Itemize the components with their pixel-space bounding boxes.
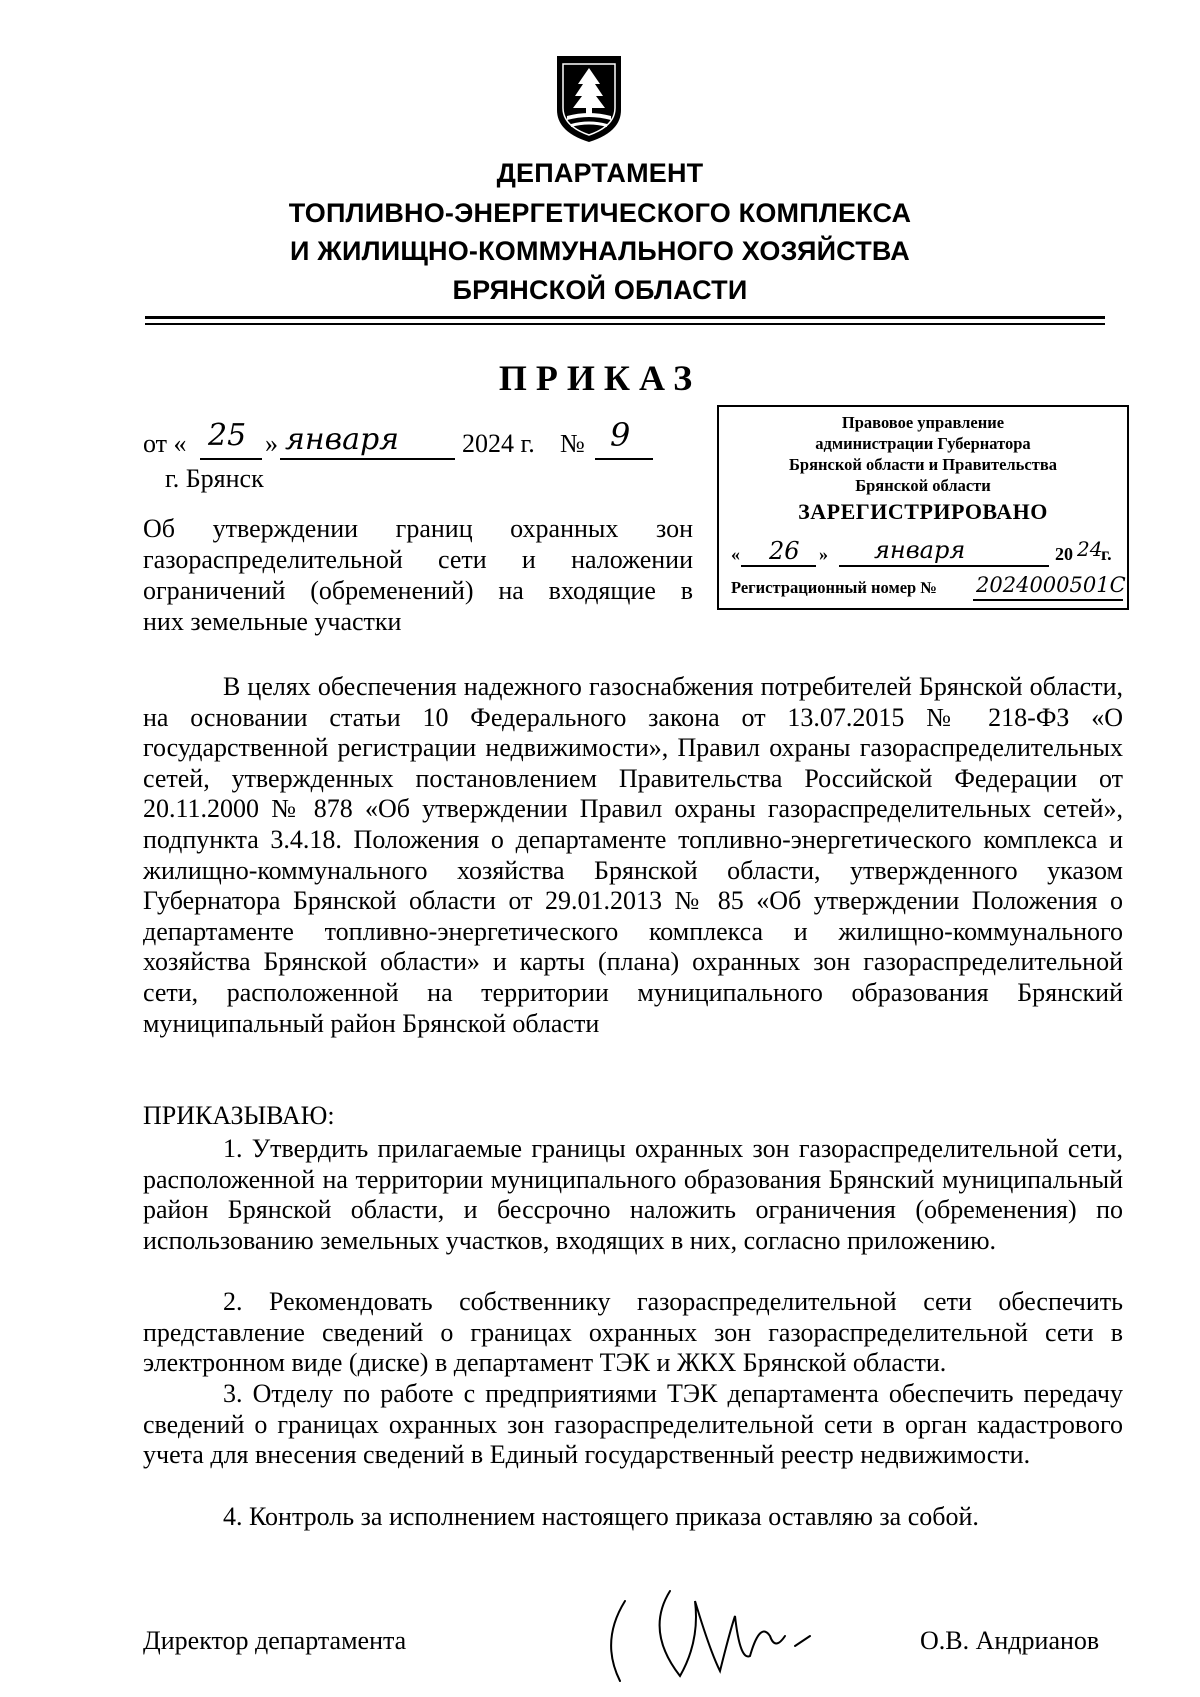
header-divider-thick: [145, 316, 1105, 319]
order-number: 9: [610, 416, 631, 454]
stamp-month: января: [874, 536, 966, 564]
stamp-quote-open: «: [731, 544, 740, 564]
handwritten-signature: [600, 1581, 820, 1696]
stamp-year-prefix: 20: [1055, 544, 1073, 564]
date-day: 25: [208, 418, 247, 453]
subject-line-2: газораспределительной сети и наложении: [143, 545, 693, 574]
subject-line-4: них земельные участки: [143, 607, 402, 636]
date-mid: »: [265, 429, 278, 458]
department-header-line-2: ТОПЛИВНО-ЭНЕРГЕТИЧЕСКОГО КОМПЛЕКСА: [288, 198, 912, 228]
stamp-line-2: администрации Губернатора: [815, 434, 1031, 453]
order-word: ПРИКАЗЫВАЮ:: [143, 1101, 335, 1130]
order-item-4: 4. Контроль за исполнением настоящего приказа оставляю за собой.: [223, 1502, 979, 1531]
order-item-1: 1. Утвердить прилагаемые границы охранных зон газораспределительной сети, расположенной на территории муниципального образования Брянский муниципальный район Брянской области, и бессрочно наложить ограничения (обременения) по использованию земельных участков, входящих в них, согласно приложению.: [143, 1134, 1123, 1255]
stamp-year-suffix: 24: [1077, 537, 1103, 561]
signatory-position: Директор департамента: [143, 1626, 407, 1655]
signatory-name: О.В. Андрианов: [920, 1626, 1100, 1655]
coat-of-arms-emblem: [553, 52, 625, 144]
department-header-line-1: ДЕПАРТАМЕНТ: [496, 158, 704, 188]
date-prefix: от «: [143, 429, 187, 458]
stamp-day: 26: [769, 537, 800, 565]
department-header-line-4: БРЯНСКОЙ ОБЛАСТИ: [452, 275, 748, 305]
number-label: №: [560, 429, 585, 458]
order-item-2: 2. Рекомендовать собственнику газораспределительной сети обеспечить представление сведений о границах охранных зон газораспределительной сети в электронном виде (диске) в департамент ТЭК и ЖКХ Брянской области.: [143, 1287, 1123, 1378]
stamp-quote-close: »: [819, 544, 828, 564]
registration-stamp: [717, 405, 1129, 610]
date-year: 2024 г.: [462, 429, 535, 458]
city: г. Брянск: [165, 464, 264, 493]
department-header-line-3: И ЖИЛИЩНО-КОММУНАЛЬНОГО ХОЗЯЙСТВА: [290, 236, 910, 266]
subject-line-1: Об утверждении границ охранных зон: [143, 514, 693, 543]
stamp-reg-label: Регистрационный номер №: [731, 578, 937, 597]
stamp-line-1: Правовое управление: [841, 413, 1005, 432]
stamp-year-unit: г.: [1101, 544, 1112, 564]
stamp-reg-number: 2024000501С: [976, 573, 1126, 597]
stamp-registered: ЗАРЕГИСТРИРОВАНО: [798, 499, 1048, 524]
date-month: января: [285, 422, 400, 457]
header-divider-thin: [145, 323, 1105, 325]
order-item-3: 3. Отделу по работе с предприятиями ТЭК департамента обеспечить передачу сведений о границах охранных зон газораспределительной сети в орган кадастрового учета для внесения сведений в Единый государственный реестр недвижимости.: [143, 1379, 1123, 1470]
subject-line-3: ограничений (обременений) на входящие в: [143, 576, 693, 605]
stamp-line-3: Брянской области и Правительства: [789, 455, 1057, 474]
preamble-paragraph: В целях обеспечения надежного газоснабжения потребителей Брянской области, на основании статьи 10 Федерального закона от 13.07.2015 № 218-ФЗ «О государственной регистрации недвижимости», Правил охраны газораспределительных сетей, утвержденных постановлением Правительства Российской Федерации от 20.11.2000 № 878 «Об утверждении Правил охраны газораспределительных сетей», подпункта 3.4.18. Положения о департаменте топливно-энергетического комплекса и жилищно-коммунального хозяйства Брянской области, утвержденного указом Губернатора Брянской области от 29.01.2013 № 85 «Об утверждении Положения о департаменте топливно-энергетического комплекса и жилищно-коммунального хозяйства Брянской области» и карты (плана) охранных зон газораспределительной сети, расположенной на территории муниципального образования Брянский муниципальный район Брянской области: [143, 672, 1123, 1038]
stamp-line-4: Брянской области: [855, 476, 991, 495]
document-title: ПРИКАЗ: [498, 358, 702, 398]
